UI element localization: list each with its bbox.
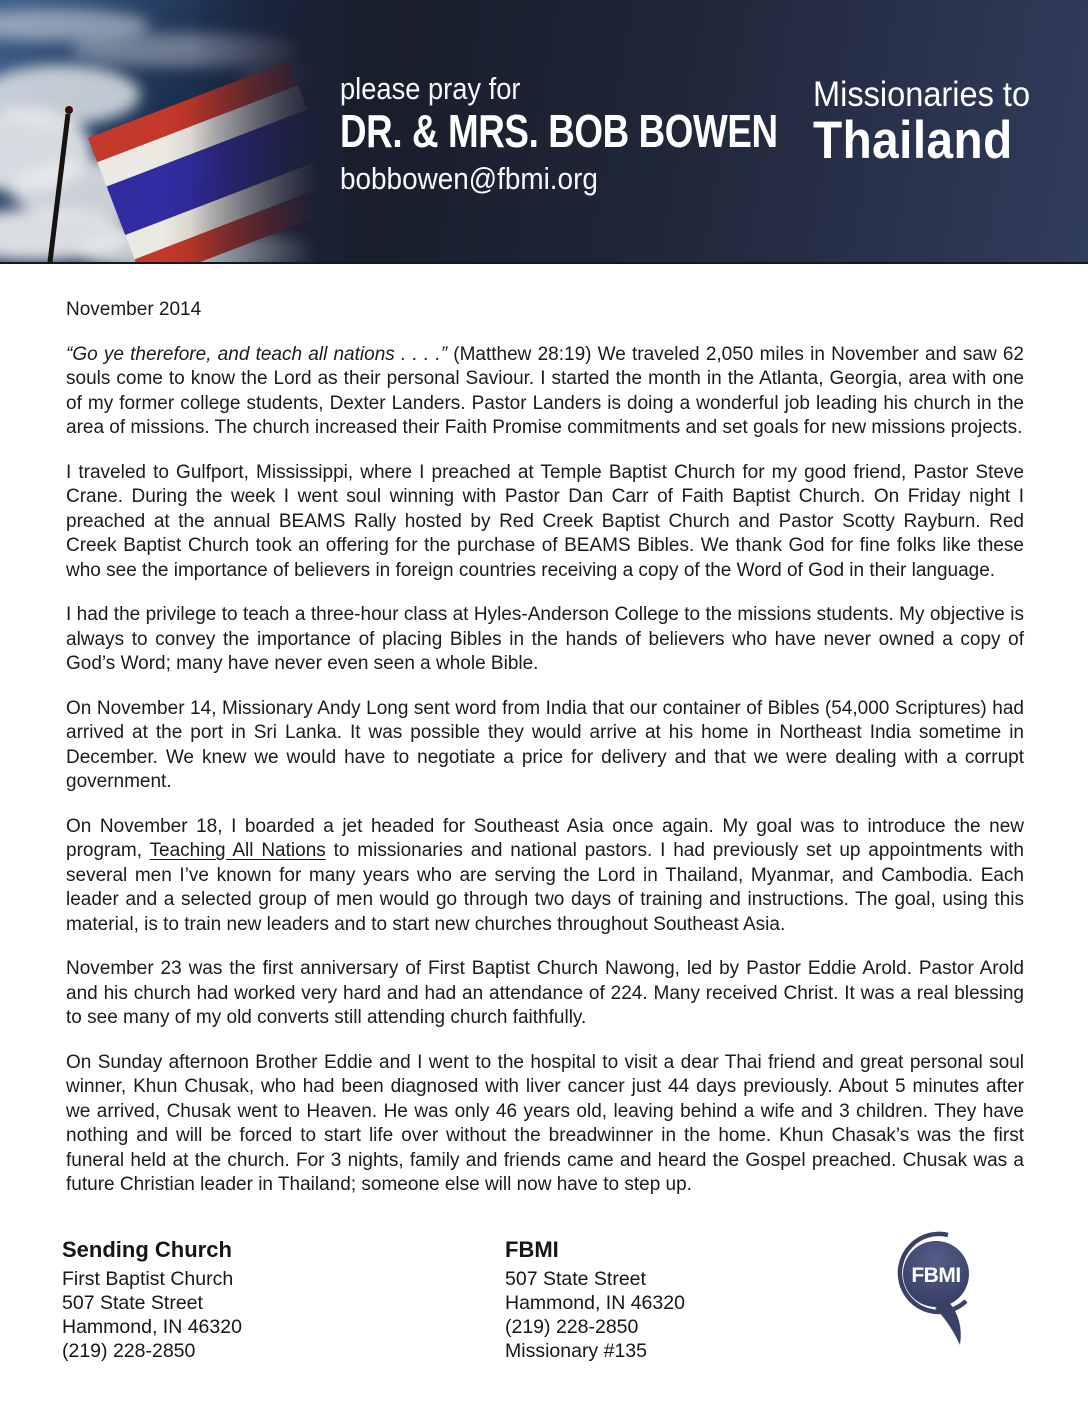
paragraph-7: On Sunday afternoon Brother Eddie and I went to the hospital to visit a dear Thai friend and great personal soul winner, Khun Chusak, who had been diagnosed with liver cancer just 44 days previously. About 5 minutes after we arrived, Chusak went to Heaven. He was only 46 years old, leaving behind a wife and 3 children. They have nothing and will be forced to start life over without the breadwinner in the home. Khun Chasak’s was the first funeral held at the church. For 3 nights, family and friends came and heard the Gospel preached. Chusak was a future Christian leader in Thailand; someone else will now have to step up. [66,1051,1024,1195]
sending-church-phone: (219) 228-2850 [62,1340,196,1362]
banner-mission-block [813,76,1046,168]
letter-body [0,264,1088,1198]
sending-church-title: Sending Church [62,1237,232,1262]
paragraph-6: November 23 was the first anniversary of First Baptist Church Nawong, led by Pastor Eddie Arold. Pastor Arold and his church had worked very hard and had an attendance of 224. Many received Christ. It was a real blessing to see many of my old converts still attending church faithfully. [66,958,1024,1028]
fbmi-street: 507 State Street [505,1268,646,1290]
banner-mission-line2: Thailand [813,111,1013,170]
banner-email: bobbowen@fbmi.org [340,161,598,196]
program-name-underlined: Teaching All Nations [149,840,326,861]
banner-text-block [340,72,887,197]
paragraph-4: On November 14, Missionary Andy Long sent word from India that our container of Bibles (54,000 Scriptures) had arrived at the port in Sri Lanka. It was possible they would arrive at his home in Northeast India sometime in December. We knew we would have to negotiate a price for delivery and that we were dealing with a corrupt government. [66,697,1024,792]
fbmi-logo [890,1231,982,1356]
paragraph-1 [66,343,1024,441]
fbmi-missionary-number: Missionary #135 [505,1340,647,1362]
letter-date: November 2014 [66,299,202,320]
logo-text: FBMI [911,1264,961,1287]
paragraph-1-text: (Matthew 28:19) We traveled 2,050 miles in November and saw 62 souls come to know the Lord as their personal Saviour. I started the month in the Atlanta, Georgia, area with one of my former college students, Dexter Landers. Pastor Landers is doing a wonderful job leading his church in the area of missions. The church increased their Faith Promise commitments and set goals for new missions projects. [66,343,1025,438]
paragraph-3: I had the privilege to teach a three-hour class at Hyles-Anderson College to the missions students. My objective is always to convey the importance of placing Bibles in the hands of believers who have never owned a copy of God’s Word; many have never even seen a whole Bible. [66,604,1024,674]
sending-church-street: 507 State Street [62,1292,203,1314]
photo-fade [0,0,345,262]
paragraph-2: I traveled to Gulfport, Mississippi, where I preached at Temple Baptist Church for my good friend, Pastor Steve Crane. During the week I went soul winning with Pastor Dan Carr of Faith Baptist Church. On Friday night I preached at the annual BEAMS Rally hosted by Red Creek Baptist Church and Pastor Scotty Rayburn. Red Creek Baptist Church took an offering for the purchase of BEAMS Bibles. We thank God for fine folks like these who see the importance of believers in foreign countries receiving a copy of the Word of God in their language. [66,461,1024,581]
scripture-quote: “Go ye therefore, and teach all nations . . . .” [66,343,448,365]
sending-church-name: First Baptist Church [62,1268,234,1290]
banner-mission-line1: Missionaries to [813,75,1031,114]
banner [0,0,1088,264]
paragraph-5-post: to missionaries and national pastors. I had previously set up appointments with several men I’ve known for many years who are serving the Lord in Thailand, Myanmar, and Cambodia. Each leader and a selected group of men would go through two days of training and instructions. The goal, using this material, is to train new leaders and to start new churches throughout Southeast Asia. [66,840,1024,935]
fbmi-address [505,1237,685,1363]
banner-pray-line: please pray for [340,71,521,106]
thai-flag-photo [0,0,345,262]
sending-church-city: Hammond, IN 46320 [62,1316,242,1338]
banner-missionary-names: DR. & MRS. BOB BOWEN [340,105,778,157]
sending-church-address [62,1237,242,1363]
fbmi-title: FBMI [505,1237,559,1262]
paragraph-5 [66,815,1024,938]
fbmi-phone: (219) 228-2850 [505,1316,639,1338]
fbmi-city: Hammond, IN 46320 [505,1292,685,1314]
paragraph-5-pre: On November 18, I boarded a jet headed for Southeast Asia once again. My goal was to introduce the new program, [66,815,1024,861]
